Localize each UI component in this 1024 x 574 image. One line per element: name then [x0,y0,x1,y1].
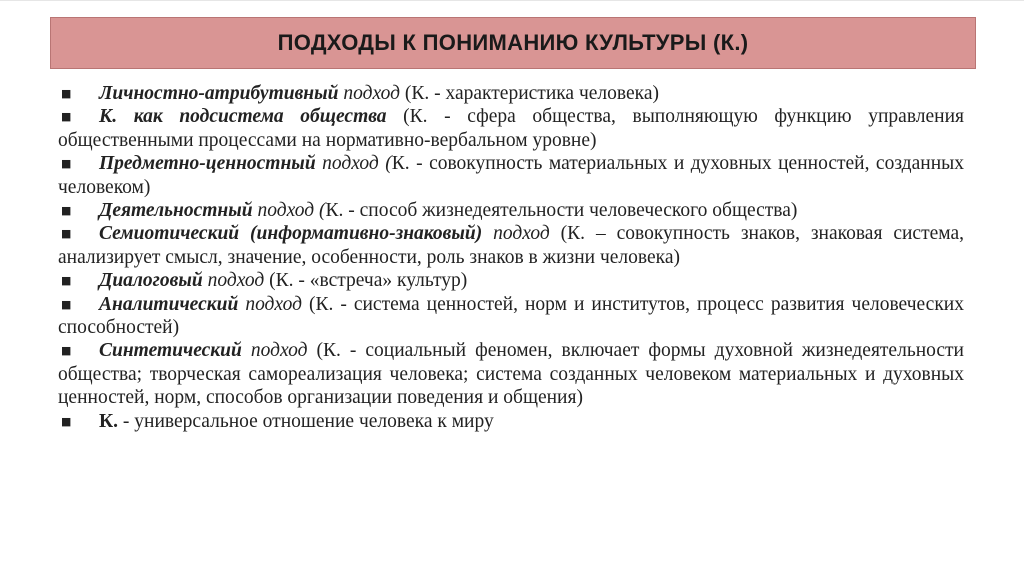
item-description: - универсальное отношение человека к миру [118,410,494,432]
list-item-universal [58,410,964,433]
bullet-icon: ■ [61,227,72,241]
item-description: (К. - характеристика человека) [400,83,659,104]
list-item-synthetic [58,339,964,409]
item-description: (К. - социальный феномен, включает формы духовной жизнедеятельности общества; творческая самореализация человека; система созданных человеком материальных и духовных ценностей, норм, способов организации поведения и общения) [58,340,964,409]
item-term: К. как подсистема общества [99,106,387,128]
item-approach: подход [482,223,550,245]
list-item-activity [58,199,964,222]
list-item-analytical [58,293,964,340]
item-term: Аналитический [99,293,239,315]
item-term: Диалоговый [99,270,203,292]
item-approach: подход [241,340,308,362]
list-item-subsystem [58,105,964,152]
list-item-dialogue [58,269,964,292]
item-description: К. - совокупность материальных и духовных ценностей, созданных человеком) [58,153,964,198]
item-term: Семиотический (информативно-знаковый) [99,223,483,245]
item-description: (К. - «встреча» культур) [264,270,468,292]
item-description: (К. - сфера общества, выполняющую функцию управления общественными процессами на нормативно-вербальном уровне) [58,106,964,151]
bullet-icon: ■ [61,157,72,171]
bullet-icon: ■ [61,87,72,100]
title-banner [50,17,976,69]
list-item-object-value [58,152,964,199]
bullet-icon: ■ [61,204,72,218]
list-item-personal-attributive [58,82,964,105]
approaches-list [58,82,964,433]
item-term: Предметно-ценностный [99,153,316,175]
bullet-icon: ■ [61,274,72,288]
item-description: (К. - система ценностей, норм и институтов, процесс развития человеческих способностей) [58,293,964,339]
item-term: Синтетический [99,340,242,362]
bullet-icon: ■ [61,344,72,358]
item-approach: подход [338,83,401,104]
item-term: Личностно-атрибутивный [99,83,339,104]
item-description: (К. – совокупность знаков, знаковая система, анализирует смысл, значение, особенности, роль знаков в жизни человека) [58,223,964,268]
item-term: Деятельностный [99,200,253,222]
item-term: К. [99,410,119,432]
item-approach: подход [238,293,302,315]
bullet-icon: ■ [61,297,72,311]
slide-title: ПОДХОДЫ К ПОНИМАНИЮ КУЛЬТУРЫ (К.) [277,30,749,55]
item-approach: подход [202,270,265,292]
list-item-semiotic [58,222,964,269]
item-description: К. - способ жизнедеятельности человеческого общества) [325,200,798,222]
bullet-icon: ■ [61,110,72,124]
bullet-icon: ■ [61,414,72,428]
item-approach: подход ( [252,200,326,222]
item-approach: подход ( [315,153,392,175]
